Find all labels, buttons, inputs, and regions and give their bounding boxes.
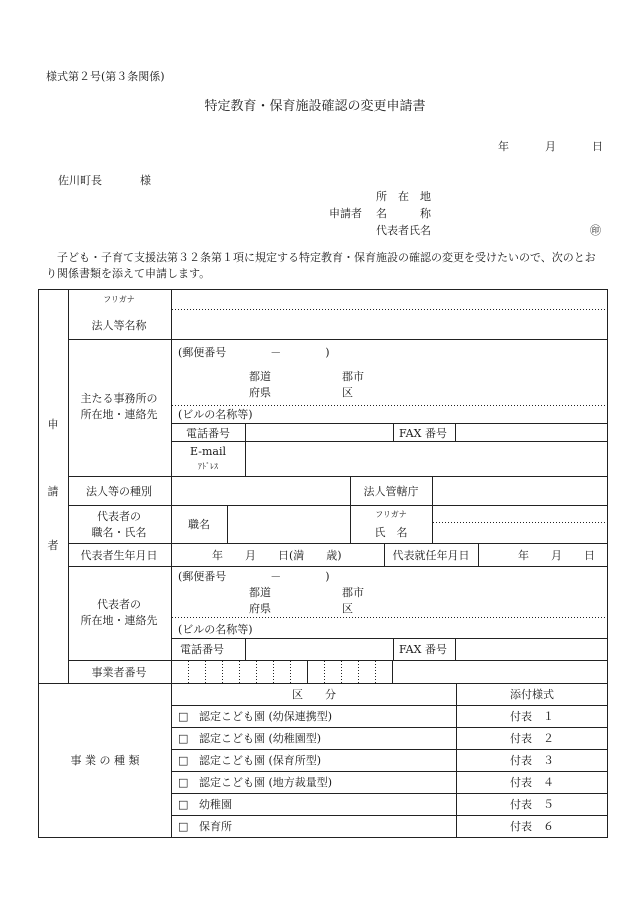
rep-appointed-label: 代表就任年月日 xyxy=(392,549,470,562)
email-label: E-mail xyxy=(190,445,226,458)
gunshi-label: 郡市 xyxy=(342,370,364,383)
business-type-checkbox[interactable]: □ xyxy=(178,732,189,745)
attachment-column-header: 添付様式 xyxy=(510,688,554,701)
birth-date-fields: 年 月 日(満 歳) xyxy=(212,549,342,562)
category-column-header: 区 分 xyxy=(292,688,336,701)
rep-building-label: (ビルの名称等) xyxy=(178,623,253,636)
rep-prefecture-fuken-label: 府県 xyxy=(249,602,271,615)
prefecture-fuken-label: 府県 xyxy=(249,386,271,399)
seal-mark: ㊞ xyxy=(590,224,601,237)
attachment-form: 付表 ３ xyxy=(510,754,554,767)
corp-authority-label: 法人管轄庁 xyxy=(363,485,419,498)
addressee-suffix: 様 xyxy=(140,174,151,187)
business-type-name: 認定こども園 (保育所型) xyxy=(199,754,322,767)
business-type-name: 認定こども園 (幼保連携型) xyxy=(199,710,333,723)
attachment-form: 付表 ４ xyxy=(510,776,554,789)
building-label: (ビルの名称等) xyxy=(178,408,253,421)
rep-postal-code-label: (郵便番号 － ) xyxy=(178,570,330,583)
job-title-label: 職名 xyxy=(188,518,210,531)
document-title: 特定教育・保育施設確認の変更申請書 xyxy=(204,99,426,114)
appointed-date-fields: 年 月 日 xyxy=(518,549,595,562)
ku-label: 区 xyxy=(342,386,353,399)
applicant-section-char-3: 者 xyxy=(47,539,59,552)
applicant-section-char-2: 請 xyxy=(47,485,59,498)
applicant-rep-label: 代表者氏名 xyxy=(376,224,431,237)
fax-label: FAX 番号 xyxy=(399,427,447,440)
addressee: 佐川町長 xyxy=(58,174,102,187)
attachment-form: 付表 ２ xyxy=(510,732,554,745)
applicant-address-label: 所 在 地 xyxy=(376,190,431,203)
date-year-label: 年 xyxy=(498,140,509,153)
date-month-label: 月 xyxy=(545,140,556,153)
business-type-checkbox[interactable]: □ xyxy=(178,776,189,789)
form-number: 様式第２号(第３条関係) xyxy=(46,70,165,83)
rep-title-label-1: 代表者の xyxy=(97,510,141,523)
phone-label: 電話番号 xyxy=(186,427,230,440)
date-day-label: 日 xyxy=(592,140,603,153)
business-type-checkbox[interactable]: □ xyxy=(178,754,189,767)
applicant-label: 申請者 xyxy=(329,207,362,220)
corp-name-label: 法人等名称 xyxy=(91,319,147,332)
main-office-label-1: 主たる事務所の xyxy=(80,392,158,405)
applicant-name-label: 名 称 xyxy=(376,207,431,220)
business-type-checkbox[interactable]: □ xyxy=(178,820,189,833)
rep-title-label-2: 職名・氏名 xyxy=(91,526,147,539)
business-type-checkbox[interactable]: □ xyxy=(178,798,189,811)
rep-birth-label: 代表者生年月日 xyxy=(80,549,158,562)
business-type-name: 保育所 xyxy=(199,820,232,833)
rep-phone-label: 電話番号 xyxy=(180,643,224,656)
email-address-label: ｱﾄﾞﾚｽ xyxy=(198,462,218,471)
business-number-label: 事業者番号 xyxy=(91,666,147,679)
corp-type-label: 法人等の種別 xyxy=(86,485,152,498)
rep-ku-label: 区 xyxy=(342,602,353,615)
applicant-section-char-1: 申 xyxy=(47,418,59,431)
rep-gunshi-label: 郡市 xyxy=(342,586,364,599)
prefecture-todo-label: 都道 xyxy=(249,370,271,383)
intro-text: 子ども・子育て支援法第３２条第１項に規定する特定教育・保育施設の確認の変更を受けたいので、次のとおり関係書類を添えて申請します。 xyxy=(46,251,596,280)
business-type-checkbox[interactable]: □ xyxy=(178,710,189,723)
rep-name-label: 氏 名 xyxy=(374,526,408,539)
business-type-name: 認定こども園 (幼稚園型) xyxy=(199,732,322,745)
attachment-form: 付表 ５ xyxy=(510,798,554,811)
postal-code-label: (郵便番号 － ) xyxy=(178,346,330,359)
attachment-form: 付表 １ xyxy=(510,710,554,723)
business-type-name: 認定こども園 (地方裁量型) xyxy=(199,776,333,789)
rep-furigana-label: フリガナ xyxy=(375,510,407,519)
business-type-name: 幼稚園 xyxy=(199,798,232,811)
business-type-label: 事 業 の 種 類 xyxy=(70,754,140,767)
rep-prefecture-todo-label: 都道 xyxy=(249,586,271,599)
attachment-form: 付表 ６ xyxy=(510,820,554,833)
furigana-label: フリガナ xyxy=(103,295,135,304)
rep-fax-label: FAX 番号 xyxy=(399,643,447,656)
main-office-label-2: 所在地・連絡先 xyxy=(80,408,158,421)
rep-address-label-1: 代表者の xyxy=(97,598,141,611)
rep-address-label-2: 所在地・連絡先 xyxy=(80,614,158,627)
